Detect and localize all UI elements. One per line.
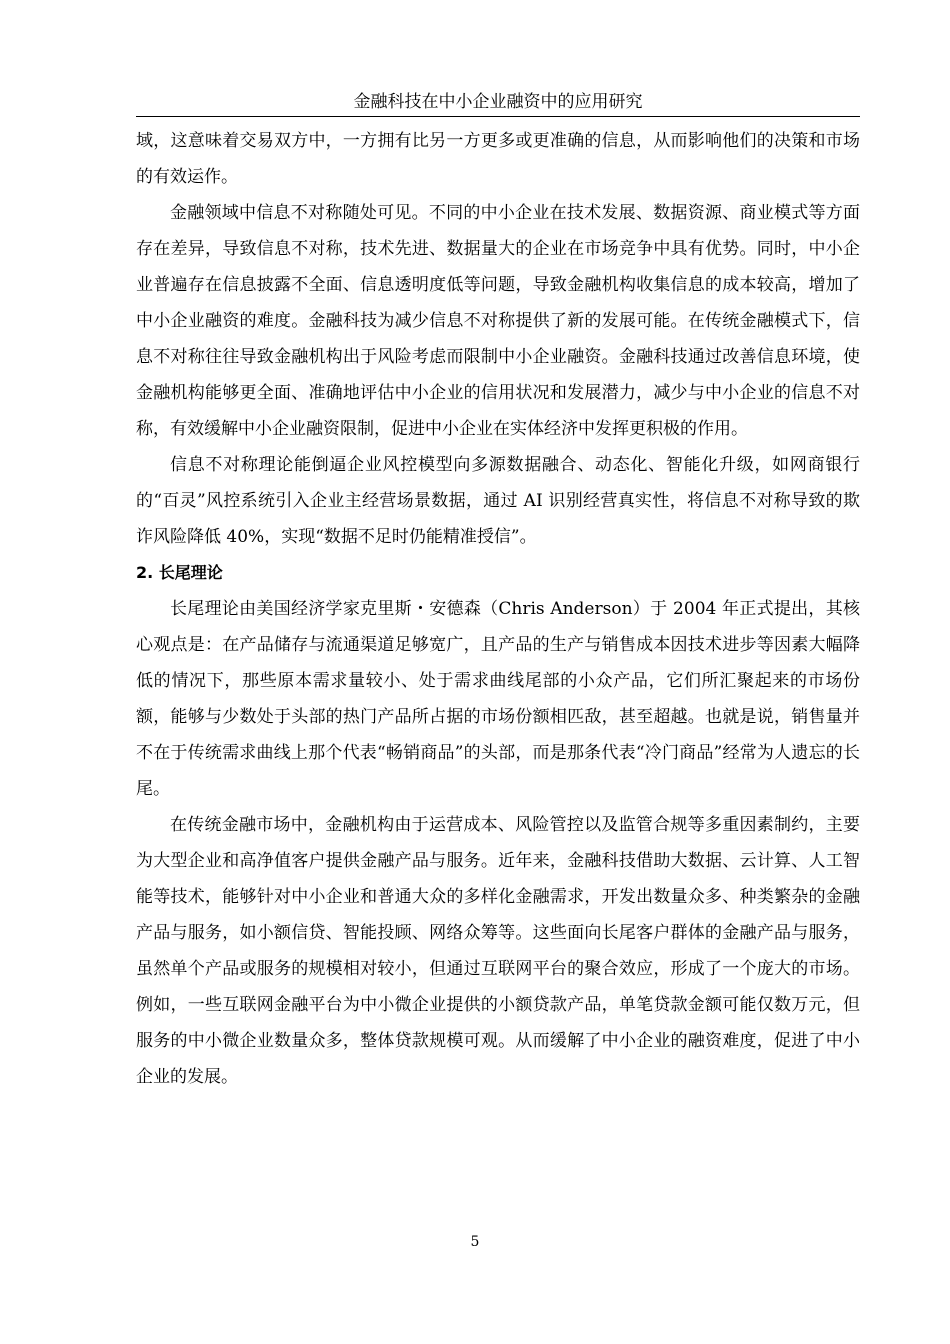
page-number: 5 bbox=[470, 1234, 480, 1250]
paragraph-info-asymmetry: 金融领域中信息不对称随处可见。不同的中小企业在技术发展、数据资源、商业模式等方面存在差异，导致信息不对称，技术先进、数据量大的企业在市场竞争中具有优势。同时，中小企业普遍存在信息披露不全面、信息透明度低等问题，导致金融机构收集信息的成本较高，增加了中小企业融资的难度。金融科技为减少信息不对称提供了新的发展可能。在传统金融模式下，信息不对称往往导致金融机构出于风险考虑而限制中小企业融资。金融科技通过改善信息环境，使金融机构能够更全面、准确地评估中小企业的信用状况和发展潜力，减少与中小企业的信息不对称，有效缓解中小企业融资限制，促进中小企业在实体经济中发挥更积极的作用。 bbox=[136, 203, 860, 439]
paragraph-continued: 域，这意味着交易双方中，一方拥有比另一方更多或更准确的信息，从而影响他们的决策和市场的有效运作。 bbox=[136, 131, 860, 187]
paragraph-risk-model: 信息不对称理论能倒逼企业风控模型向多源数据融合、动态化、智能化升级，如网商银行的“百灵”风控系统引入企业主经营场景数据，通过 AI 识别经营真实性，将信息不对称导致的欺诈风险降低 40%，实现“数据不足时仍能精准授信”。 bbox=[136, 455, 860, 547]
section-heading-long-tail: 2. 长尾理论 bbox=[136, 563, 223, 582]
running-header: 金融科技在中小企业融资中的应用研究 bbox=[136, 88, 860, 117]
paragraph-traditional-finance: 在传统金融市场中，金融机构由于运营成本、风险管控以及监管合规等多重因素制约，主要为大型企业和高净值客户提供金融产品与服务。近年来，金融科技借助大数据、云计算、人工智能等技术，能够针对中小企业和普通大众的多样化金融需求，开发出数量众多、种类繁杂的金融产品与服务，如小额信贷、智能投顾、网络众筹等。这些面向长尾客户群体的金融产品与服务，虽然单个产品或服务的规模相对较小，但通过互联网平台的聚合效应，形成了一个庞大的市场。例如，一些互联网金融平台为中小微企业提供的小额贷款产品，单笔贷款金额可能仅数万元，但服务的中小微企业数量众多，整体贷款规模可观。从而缓解了中小企业的融资难度，促进了中小企业的发展。 bbox=[136, 815, 860, 1087]
paragraph-long-tail-theory: 长尾理论由美国经济学家克里斯・安德森（Chris Anderson）于 2004 年正式提出，其核心观点是：在产品储存与流通渠道足够宽广，且产品的生产与销售成本因技术进步等因素大幅降低的情况下，那些原本需求量较小、处于需求曲线尾部的小众产品，它们所汇聚起来的市场份额，能够与少数处于头部的热门产品所占据的市场份额相匹敌，甚至超越。也就是说，销售量并不在于传统需求曲线上那个代表“畅销商品”的头部，而是那条代表“冷门商品”经常为人遗忘的长尾。 bbox=[136, 599, 860, 799]
document-body bbox=[136, 123, 860, 1095]
